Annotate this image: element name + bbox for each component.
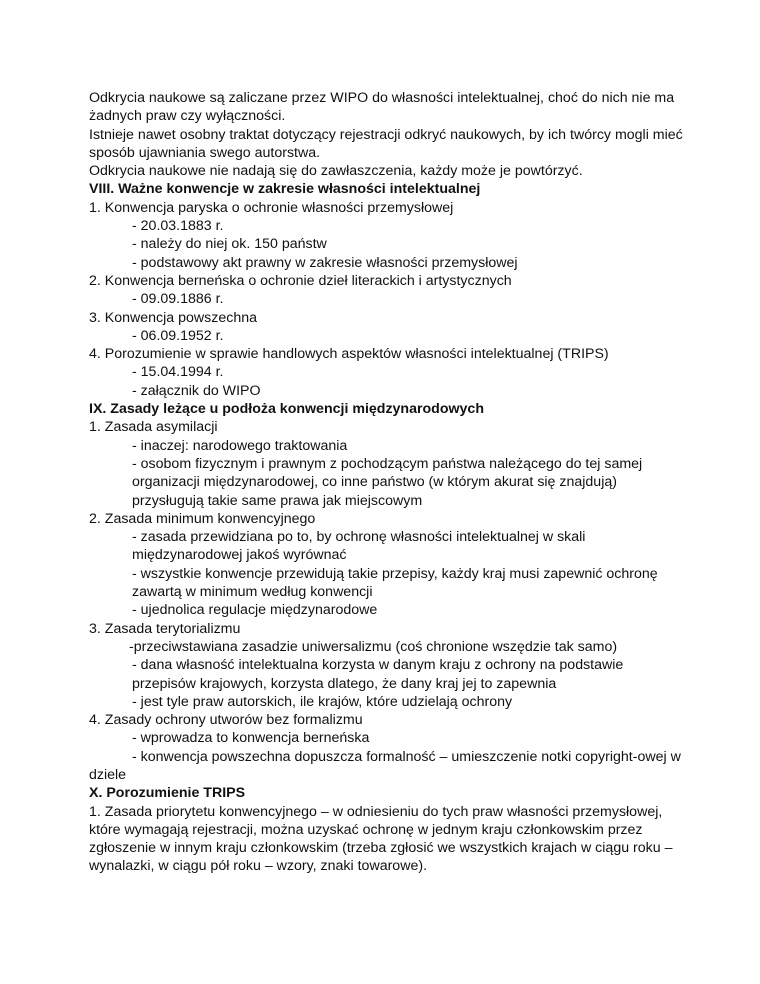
list-subitem: - podstawowy akt prawny w zakresie własności przemysłowej	[132, 254, 518, 271]
list-item: 4. Porozumienie w sprawie handlowych aspektów własności intelektualnej (TRIPS)	[89, 346, 609, 363]
list-subitem-continued: przysługują takie same prawa jak miejscowym	[132, 492, 423, 509]
list-item: 2. Konwencja berneńska o ochronie dzieł literackich i artystycznych	[89, 272, 512, 289]
list-subitem-continued: przepisów krajowych, korzysta dlatego, że dany kraj jej to zapewnia	[132, 675, 557, 692]
list-subitem: - wprowadza to konwencja berneńska	[132, 730, 370, 747]
list-subitem: - 15.04.1994 r.	[132, 364, 224, 381]
document-page	[89, 89, 689, 876]
list-subitem: - ujednolica regulacje międzynarodowe	[132, 602, 378, 619]
list-subitem: - zasada przewidziana po to, by ochronę własności intelektualnej w skali	[132, 529, 586, 546]
list-subitem: - dana własność intelektualna korzysta w danym kraju z ochrony na podstawie	[132, 657, 624, 674]
trips-line-3: zgłoszenie w innym kraju członkowskim (trzeba zgłosić we wszystkich krajach w ciągu roku –	[89, 840, 673, 857]
intro-line-4: sposób ujawniania swego autorstwa.	[89, 144, 321, 161]
list-item: 4. Zasady ochrony utworów bez formalizmu	[89, 712, 363, 729]
list-subitem-wrap: dziele	[89, 766, 127, 783]
intro-line-3: Istnieje nawet osobny traktat dotyczący rejestracji odkryć naukowych, by ich twórcy mogli mieć	[89, 126, 683, 143]
intro-line-5: Odkrycia naukowe nie nadają się do zawłaszczenia, każdy może je powtórzyć.	[89, 163, 583, 180]
list-subitem-continued: zawartą w minimum według konwencji	[132, 584, 373, 601]
list-subitem: - konwencja powszechna dopuszcza formalność – umieszczenie notki copyright-owej w	[132, 748, 681, 765]
list-item: 3. Zasada terytorializmu	[89, 620, 241, 637]
intro-line-1: Odkrycia naukowe są zaliczane przez WIPO do własności intelektualnej, choć do nich nie ma	[89, 90, 675, 106]
list-subitem: - 20.03.1883 r.	[132, 218, 224, 235]
list-subitem: - jest tyle praw autorskich, ile krajów, które udzielają ochrony	[132, 693, 513, 710]
list-subitem: - inaczej: narodowego traktowania	[132, 437, 348, 454]
section-heading-10: X. Porozumienie TRIPS	[89, 785, 246, 802]
list-subitem-continued: organizacji międzynarodowej, co inne państwo (w którym akurat się znajdują)	[132, 474, 617, 491]
trips-line-2: które wymagają rejestracji, można uzyskać ochronę w jednym kraju członkowskim przez	[89, 821, 643, 838]
list-item: 1. Zasada asymilacji	[89, 419, 218, 436]
list-subitem: - osobom fizycznym i prawnym z pochodzącym państwa należącego do tej samej	[132, 455, 643, 472]
trips-line-1: 1. Zasada priorytetu konwencyjnego – w odniesieniu do tych praw własności przemysłowej,	[89, 803, 663, 820]
list-item: 1. Konwencja paryska o ochronie własności przemysłowej	[89, 199, 454, 216]
list-subitem: -przeciwstawiana zasadzie uniwersalizmu (coś chronione wszędzie tak samo)	[129, 638, 618, 655]
section-heading-8: VIII. Ważne konwencje w zakresie własności intelektualnej	[89, 181, 481, 198]
list-subitem: - 09.09.1886 r.	[132, 291, 224, 308]
list-subitem: - załącznik do WIPO	[132, 382, 261, 399]
list-subitem-continued: międzynarodowej jakoś wyrównać	[132, 547, 347, 564]
list-subitem: - 06.09.1952 r.	[132, 327, 224, 344]
list-item: 2. Zasada minimum konwencyjnego	[89, 510, 316, 527]
trips-line-4: wynalazki, w ciągu pół roku – wzory, znaki towarowe).	[89, 858, 428, 875]
list-subitem: - należy do niej ok. 150 państw	[132, 236, 327, 253]
section-heading-9: IX. Zasady leżące u podłoża konwencji międzynarodowych	[89, 401, 484, 418]
list-item: 3. Konwencja powszechna	[89, 309, 257, 326]
intro-line-2: żadnych praw czy wyłączności.	[89, 108, 286, 125]
list-subitem: - wszystkie konwencje przewidują takie przepisy, każdy kraj musi zapewnić ochronę	[132, 565, 658, 582]
